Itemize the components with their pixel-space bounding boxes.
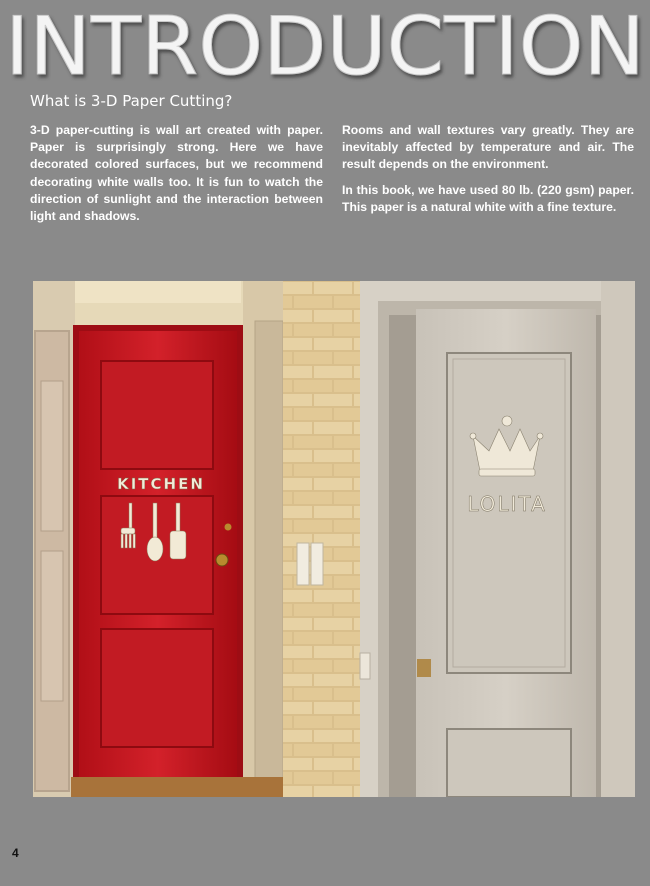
paragraph: Rooms and wall textures vary greatly. They are inevitably affected by temperature and air. The result depends on the environment. — [342, 123, 634, 172]
text-column-left — [30, 122, 323, 233]
text-column-right — [342, 122, 634, 224]
kitchen-sign: KITCHEN — [117, 475, 205, 493]
section-heading: What is 3-D Paper Cutting? — [30, 92, 233, 110]
photo-pair — [33, 281, 635, 797]
paragraph: In this book, we have used 80 lb. (220 gsm) paper. This paper is a natural white with a fine texture. — [342, 182, 634, 214]
page-title — [0, 0, 650, 84]
lolita-door-photo — [360, 281, 635, 797]
page-title-text: INTRODUCTION — [5, 0, 645, 84]
kitchen-door-photo — [33, 281, 360, 797]
page-number: 4 — [12, 846, 19, 860]
paragraph: 3-D paper-cutting is wall art created with paper. Paper is surprisingly strong. Here we have decorated colored surfaces, but we recommend decorating white walls too. It is fun to watch the direction of sunlight and the interaction between light and shadows. — [30, 123, 323, 224]
lolita-sign: LOLITA — [467, 492, 547, 516]
